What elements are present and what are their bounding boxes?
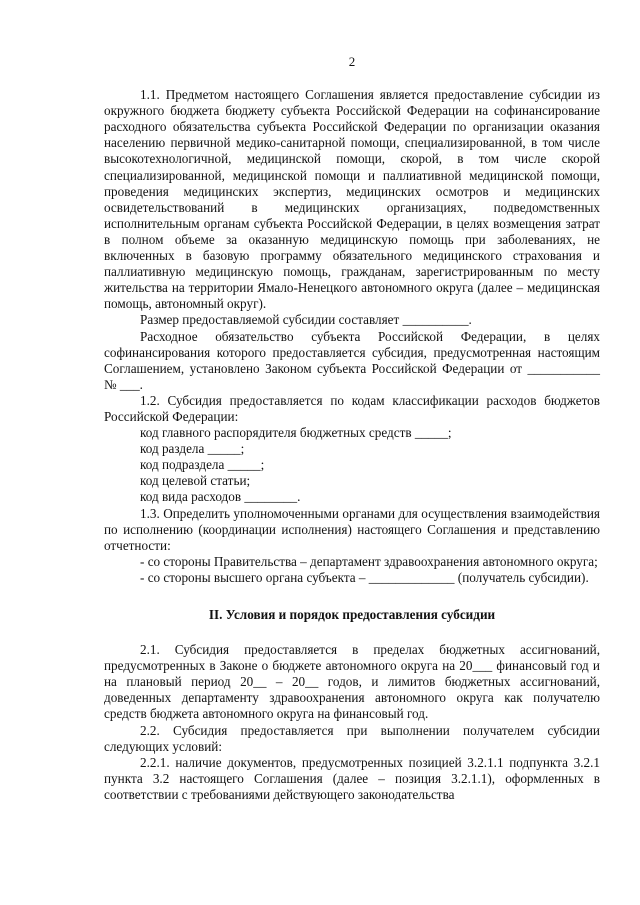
government-side-item: - со стороны Правительства – департамент здравоохранения автономного округа; [140, 553, 598, 569]
subsidy-amount-paragraph: Размер предоставляемой субсидии составляет __________. [140, 312, 472, 328]
paragraph-2-2: 2.2. Субсидия предоставляется при выполнении получателем субсидии следующих условий: [104, 722, 600, 754]
paragraph-2-2-1: 2.2.1. наличие документов, предусмотренных позицией 3.2.1.1 подпункта 3.2.1 пункта 3.2 настоящего Соглашения (далее – позиция 3.2.1.1), оформленных в соответствии с требованиями действующего законодательства [104, 754, 600, 802]
paragraph-1-1: 1.1. Предметом настоящего Соглашения является предоставление субсидии из окружного бюджета бюджету субъекта Российской Федерации на софинансирование расходного обязательства субъекта Российской Федерации по организации оказания населению первичной медико-санитарной помощи, специализированной, в том числе высокотехнологичной, медицинской помощи, скорой, в том числе скорой специализированной, медицинской помощи и паллиативной медицинской помощи, проведения медицинских экспертиз, медицинских осмотров и медицинских освидетельствований в медицинских организациях, подведомственных исполнительным органам субъекта Российской Федерации, в целях возмещения затрат в полном объеме за оказанную медицинскую помощь при заболеваниях, не включенных в базовую программу обязательного медицинского страхования и паллиативную медицинскую помощь, гражданам, зарегистрированным по месту жительства на территории Ямало-Ненецкого автономного округа (далее – медицинская помощь, автономный округ). [104, 87, 600, 312]
code-line-subsection: код подраздела _____; [140, 457, 265, 473]
expense-obligation-paragraph: Расходное обязательство субъекта Российской Федерации, в целях софинансирования которого предоставляется субсидия, предусмотренная настоящим Соглашением, установлено Законом субъекта Российской Федерации от ___________ № ___. [104, 328, 600, 392]
recipient-side-item: - со стороны высшего органа субъекта – _____________ (получатель субсидии). [140, 569, 589, 585]
code-line-target-article: код целевой статьи; [140, 473, 251, 489]
code-line-expense-type: код вида расходов ________. [140, 489, 301, 505]
paragraph-1-2: 1.2. Субсидия предоставляется по кодам классификации расходов бюджетов Российской Федерации: [104, 392, 600, 424]
code-line-section: код раздела _____; [140, 441, 245, 457]
section-2-heading: II. Условия и порядок предоставления субсидии [208, 607, 496, 622]
page-number: 2 [348, 54, 356, 69]
paragraph-1-3: 1.3. Определить уполномоченными органами для осуществления взаимодействия по исполнению (координации исполнения) настоящего Соглашения и представлению отчетности: [104, 505, 600, 553]
code-line-main-manager: код главного распорядителя бюджетных средств _____; [140, 425, 452, 441]
paragraph-2-1: 2.1. Субсидия предоставляется в пределах бюджетных ассигнований, предусмотренных в Законе о бюджете автономного округа на 20___ финансовый год и на плановый период 20__ – 20__ годов, и лимитов бюджетных ассигнований, доведенных департаменту здравоохранения автономного округа как получателю средств бюджета автономного округа на финансовый год. [104, 642, 600, 722]
